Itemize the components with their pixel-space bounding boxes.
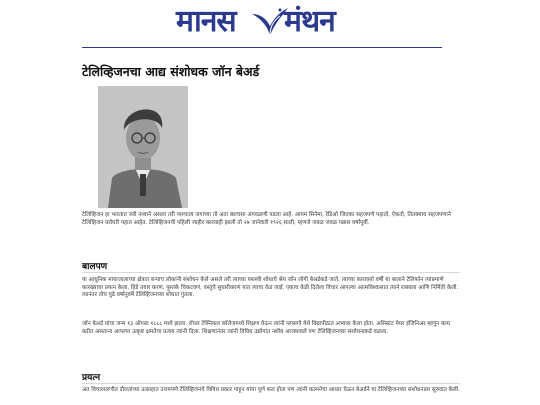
portrait-photo [98, 86, 188, 208]
article-title: टेलिव्हिजनचा आद्य संशोधक जॉन बेअर्ड [82, 64, 260, 80]
logo-text-right[interactable]: मंथन [284, 4, 335, 39]
childhood-paragraph-2: जॉन बेअर्ड यांचा जन्म १३ ऑगस्ट १८८८ मध्ये झाला. रॉयल टेक्निकल कॉलेजमध्ये शिक्षण घेऊन त्यांनी ग्लासगो येथे विद्यापीठात अभ्यास केला होता. असिस्टंट मेयर इंजिनिअर म्हणून काम करीत असताना आपल्या उत्कृष्ट क्षमतेचा प्रत्यय त्यांनी दिला. शिक्षणानंतर त्यांनी विविध उद्योगांत नशीब आजमावले पण टेलिव्हिजनच्या संशोधनाकडे वळला. [82, 321, 451, 335]
section-divider [82, 272, 460, 273]
logo-text-left[interactable]: मानस [176, 4, 236, 39]
section-heading-childhood: बालपण [82, 262, 108, 272]
intro-paragraph: टेलिव्हिजन हा भारतात जरी नव्याने असला तरी पाश्चात्य जगाच्या तो अता बराचसा अंगवळणी पडला आहे. आयम सिनेमा, रेडिओ जितका सहजपणे पहातो, ऐकतो, तितक्याच सहजपणाने टेलिव्हिजन घरोघरी पहात आहेत. टेलिव्हिजनची पहिली जाहीर कारवाही झाली तो २७ जानेवारी १९२६ साली, म्हणजे जवळ जवळ पन्नास वर्षांपूर्वी. [82, 212, 451, 226]
masthead [0, 0, 540, 50]
childhood-paragraph-1: या आधुनिक मायाजालाच्या क्षेत्रात बऱ्याच लोकांनी संशोधन केले असले तरी त्याच्या यशस्वी शोधाचे श्रेय जॉन लोगी बेअर्डकडे जाते. त्याच्या कारावर्या वर्षी या बालाने टेलिफोन त्याप्रमाणे कारख्याचा प्रयत्न केला. हिंडे तयार करणं, पुस्तके चिकटवणं, वस्तूंचे सुधारीकरणं यात त्याचा वेळ जाई. एकाच वेळी दिलेला विचार आपल्या आत्मविश्वासात त्याने राबवला आणि निर्मिती केली. त्यानंतर तोच पुढे वर्षानुवर्षे टेलिव्हिजनच्या शोधात गुंतला. [82, 277, 459, 299]
section-divider [82, 383, 460, 384]
masthead-divider [82, 47, 442, 48]
portrait-illustration [98, 86, 188, 208]
section-heading-efforts: प्रयत्न [82, 373, 101, 383]
efforts-paragraph-1: अत विचारसरणीत दौलतांच्या उत्साहात उत्तमपणे टेलिव्हिजनचे विविध प्रकार पाहून यांचा पूर्ण कल होता पण त्यांनी कल्पनेचा आधार घेऊन बेअर्डने या टेलिव्हिजनच्या संशोधनाला सुरुवात केली. [82, 387, 460, 393]
